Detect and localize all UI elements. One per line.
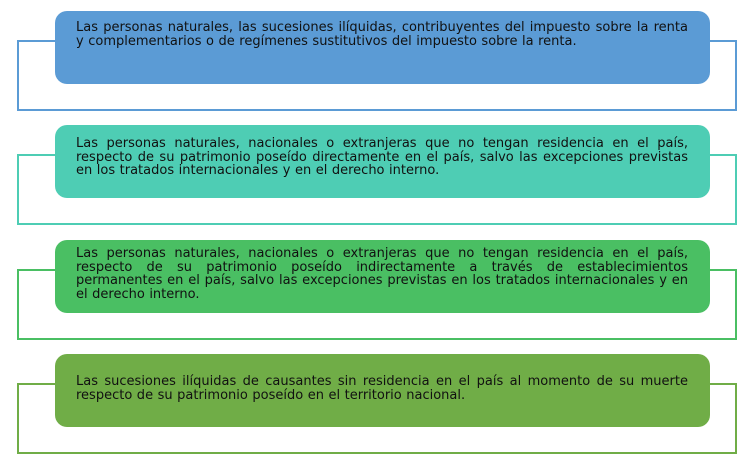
item-card: Las personas naturales, nacionales o extranjeras que no tengan residencia en el país, respecto de su patrimonio poseído directamente en el país, salvo las excepciones previstas en los tratados internacionales y en el derecho interno. (55, 125, 710, 198)
item-card: Las personas naturales, las sucesiones ilíquidas, contribuyentes del impuesto sobre la renta y complementarios o de regímenes sustitutivos del impuesto sobre la renta. (55, 11, 710, 84)
item-card: Las sucesiones ilíquidas de causantes sin residencia en el país al momento de su muerte respecto de su patrimonio poseído en el territorio nacional. (55, 354, 710, 427)
item-card: Las personas naturales, nacionales o extranjeras que no tengan residencia en el país, respecto de su patrimonio poseído indirectamente a través de establecimientos permanentes en el país, salvo las excepciones previstas en los tratados internacionales y en el derecho interno. (55, 240, 710, 313)
